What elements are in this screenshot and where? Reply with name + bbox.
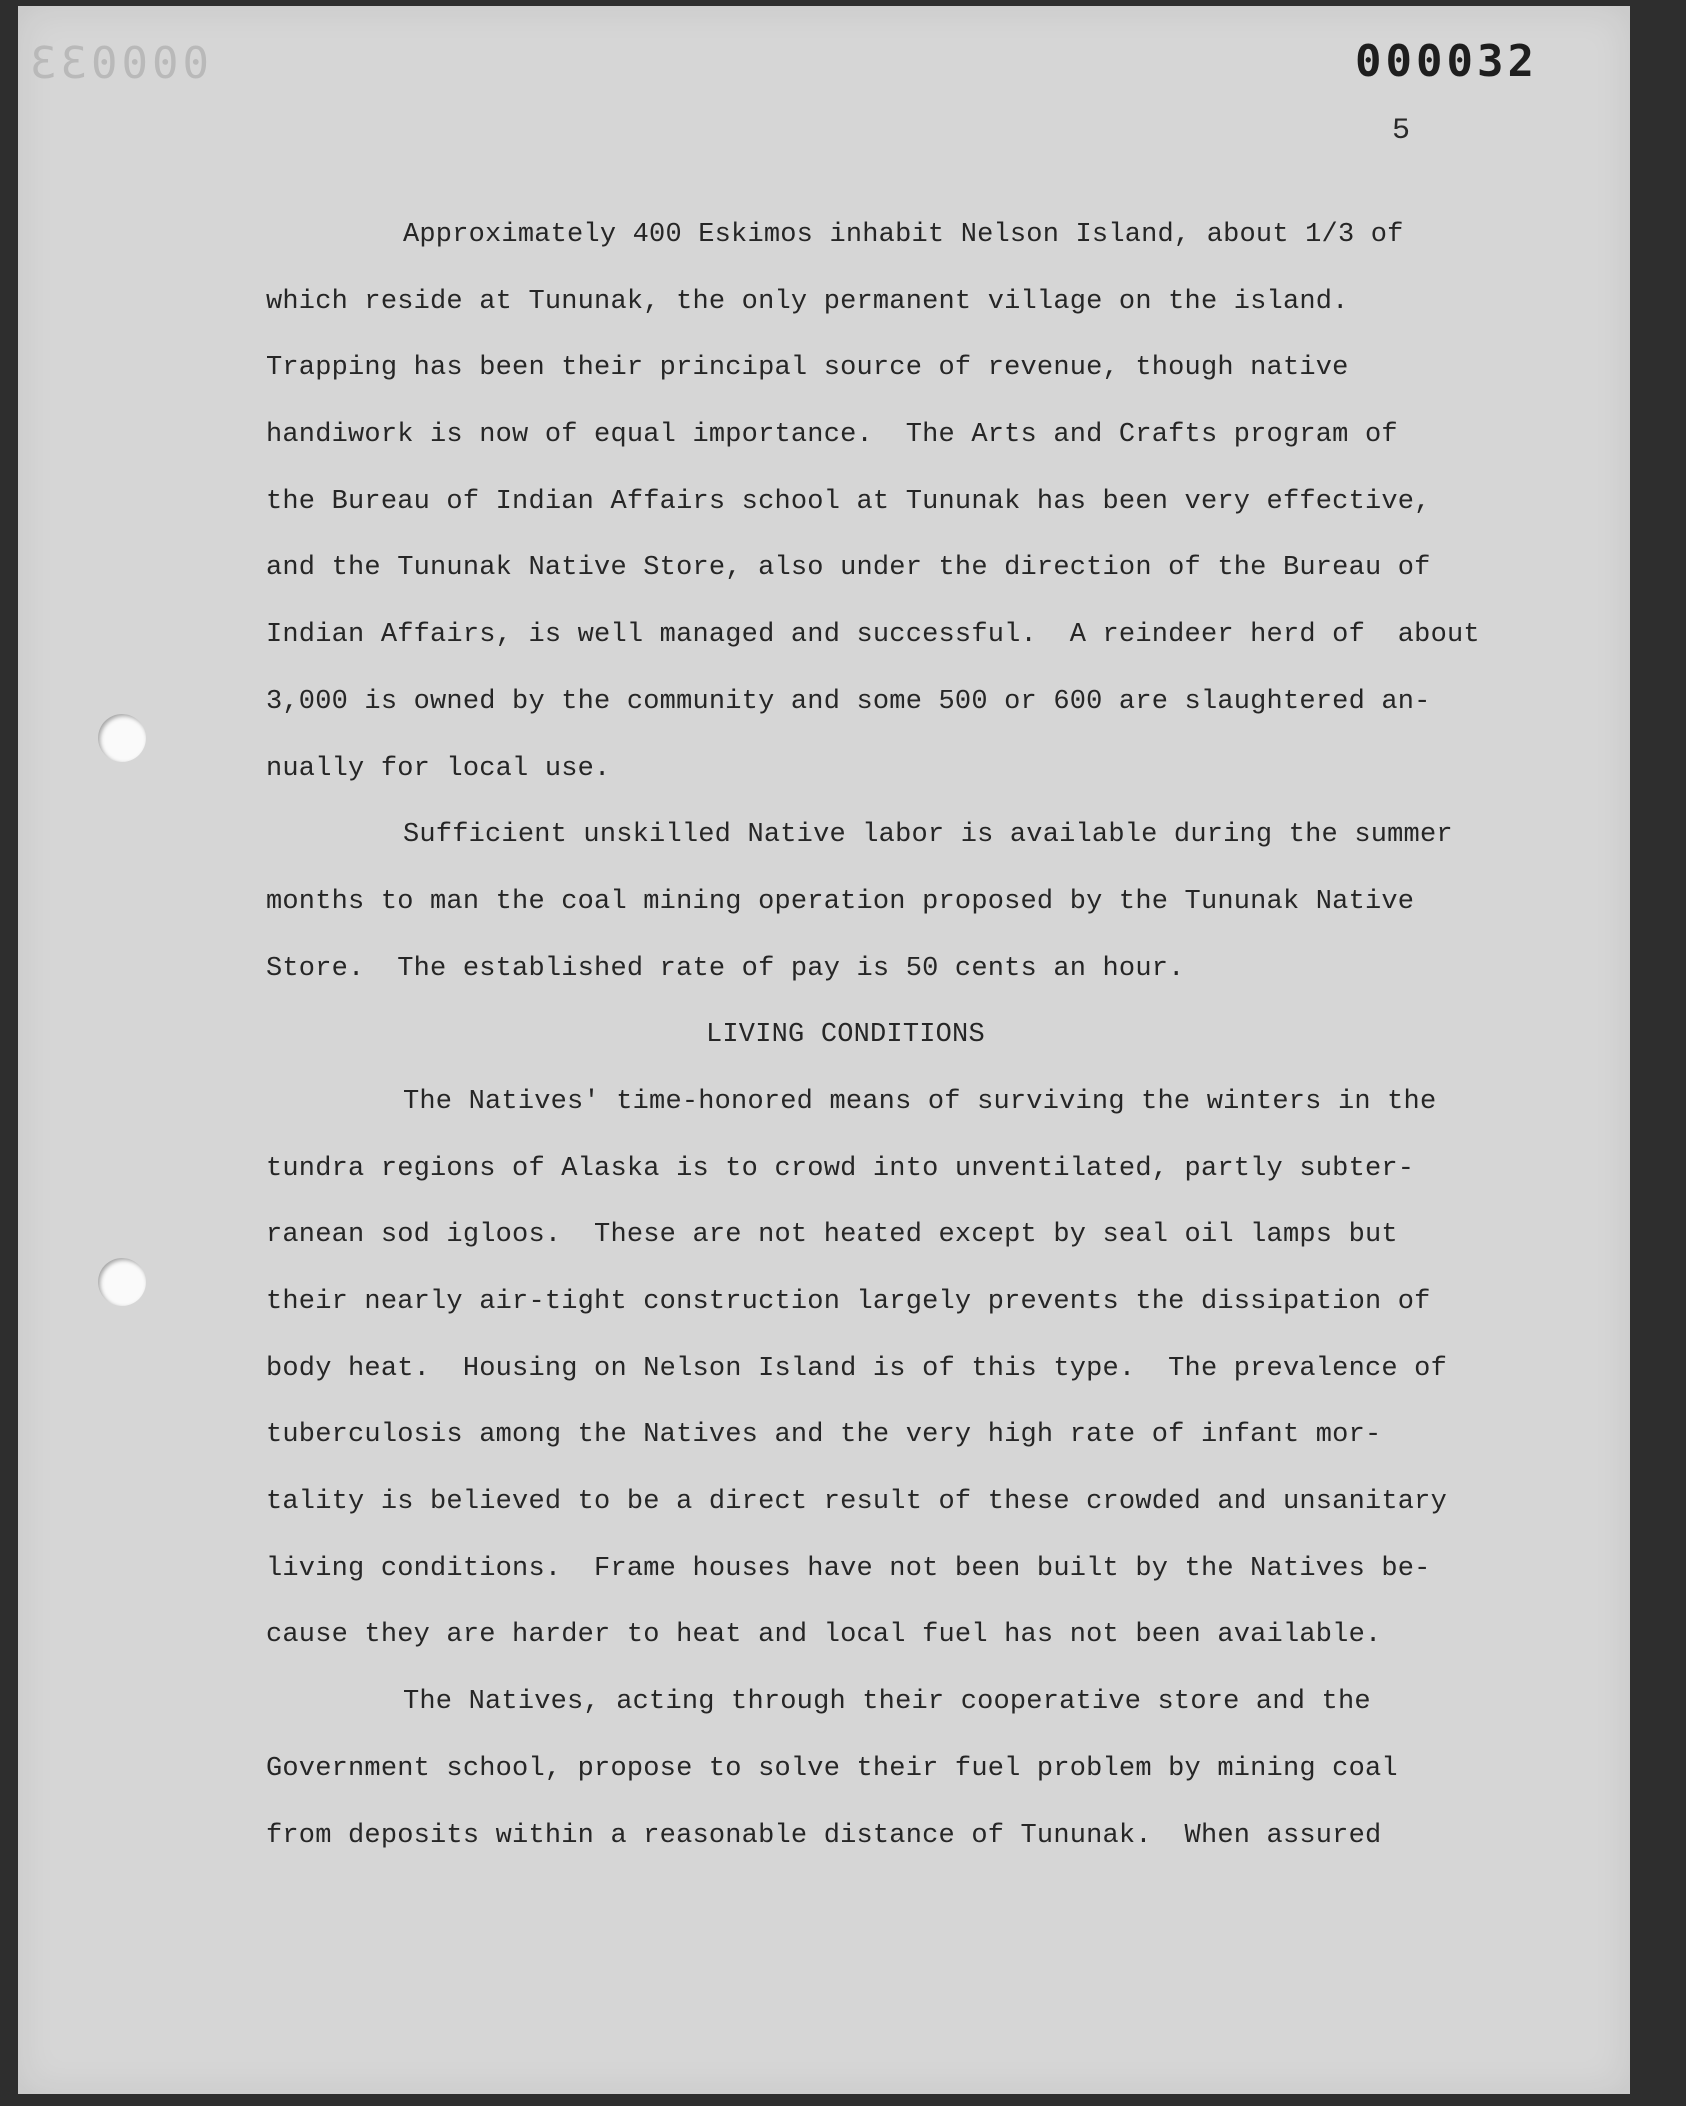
paragraph-line: tuberculosis among the Natives and the very high rate of infant mor- — [266, 1420, 1382, 1451]
paragraph-line: The Natives' time-honored means of surviving the winters in the — [403, 1086, 1437, 1117]
punch-hole — [98, 1258, 146, 1306]
paragraph-line: nually for local use. — [266, 753, 611, 784]
paragraph-line: Approximately 400 Eskimos inhabit Nelson Island, about 1/3 of — [403, 220, 1404, 250]
paragraph-line: tundra regions of Alaska is to crowd into unventilated, partly subter- — [266, 1153, 1415, 1184]
paragraph-line: the Bureau of Indian Affairs school at Tununak has been very effective, — [266, 486, 1431, 517]
paragraph-line: Store. The established rate of pay is 50 cents an hour. — [266, 953, 1185, 984]
paragraph-line: which reside at Tununak, the only permanent village on the island. — [266, 286, 1349, 317]
paragraph-line: their nearly air-tight construction largely prevents the dissipation of — [266, 1287, 1431, 1317]
paragraph-line: Indian Affairs, is well managed and successful. A reindeer herd of about — [266, 620, 1480, 651]
paragraph-line: tality is believed to be a direct result of these crowded and unsanitary — [266, 1487, 1447, 1518]
paragraph-line: and the Tununak Native Store, also under the direction of the Bureau of — [266, 553, 1431, 584]
document-stamp-number: 000032 — [1355, 36, 1538, 87]
paragraph-line: handiwork is now of equal importance. The Arts and Crafts program of — [266, 420, 1398, 451]
paragraph-line: from deposits within a reasonable distance of Tununak. When assured — [266, 1820, 1382, 1851]
typewritten-body — [266, 202, 1546, 1869]
punch-hole — [98, 714, 146, 762]
paragraph-line: ranean sod igloos. These are not heated except by seal oil lamps but — [266, 1220, 1398, 1251]
paragraph-line: Trapping has been their principal source of revenue, though native — [266, 353, 1349, 384]
paragraph-line: cause they are harder to heat and local fuel has not been available. — [266, 1620, 1382, 1651]
bleed-through-stamp: 000033 — [26, 38, 209, 89]
paragraph-line: Sufficient unskilled Native labor is available during the summer — [403, 820, 1453, 851]
page-number: 5 — [1392, 114, 1411, 148]
paragraph-line: body heat. Housing on Nelson Island is of this type. The prevalence of — [266, 1353, 1447, 1384]
paragraph-line: living conditions. Frame houses have not been built by the Natives be- — [266, 1553, 1431, 1584]
paragraph-line: 3,000 is owned by the community and some 500 or 600 are slaughtered an- — [266, 686, 1431, 717]
document-page — [18, 6, 1630, 2094]
paragraph-line: Government school, propose to solve their fuel problem by mining coal — [266, 1753, 1398, 1784]
paragraph-line: The Natives, acting through their cooperative store and the — [403, 1687, 1371, 1718]
paragraph-line: months to man the coal mining operation proposed by the Tununak Native — [266, 886, 1415, 917]
section-heading: LIVING CONDITIONS — [706, 1020, 985, 1051]
